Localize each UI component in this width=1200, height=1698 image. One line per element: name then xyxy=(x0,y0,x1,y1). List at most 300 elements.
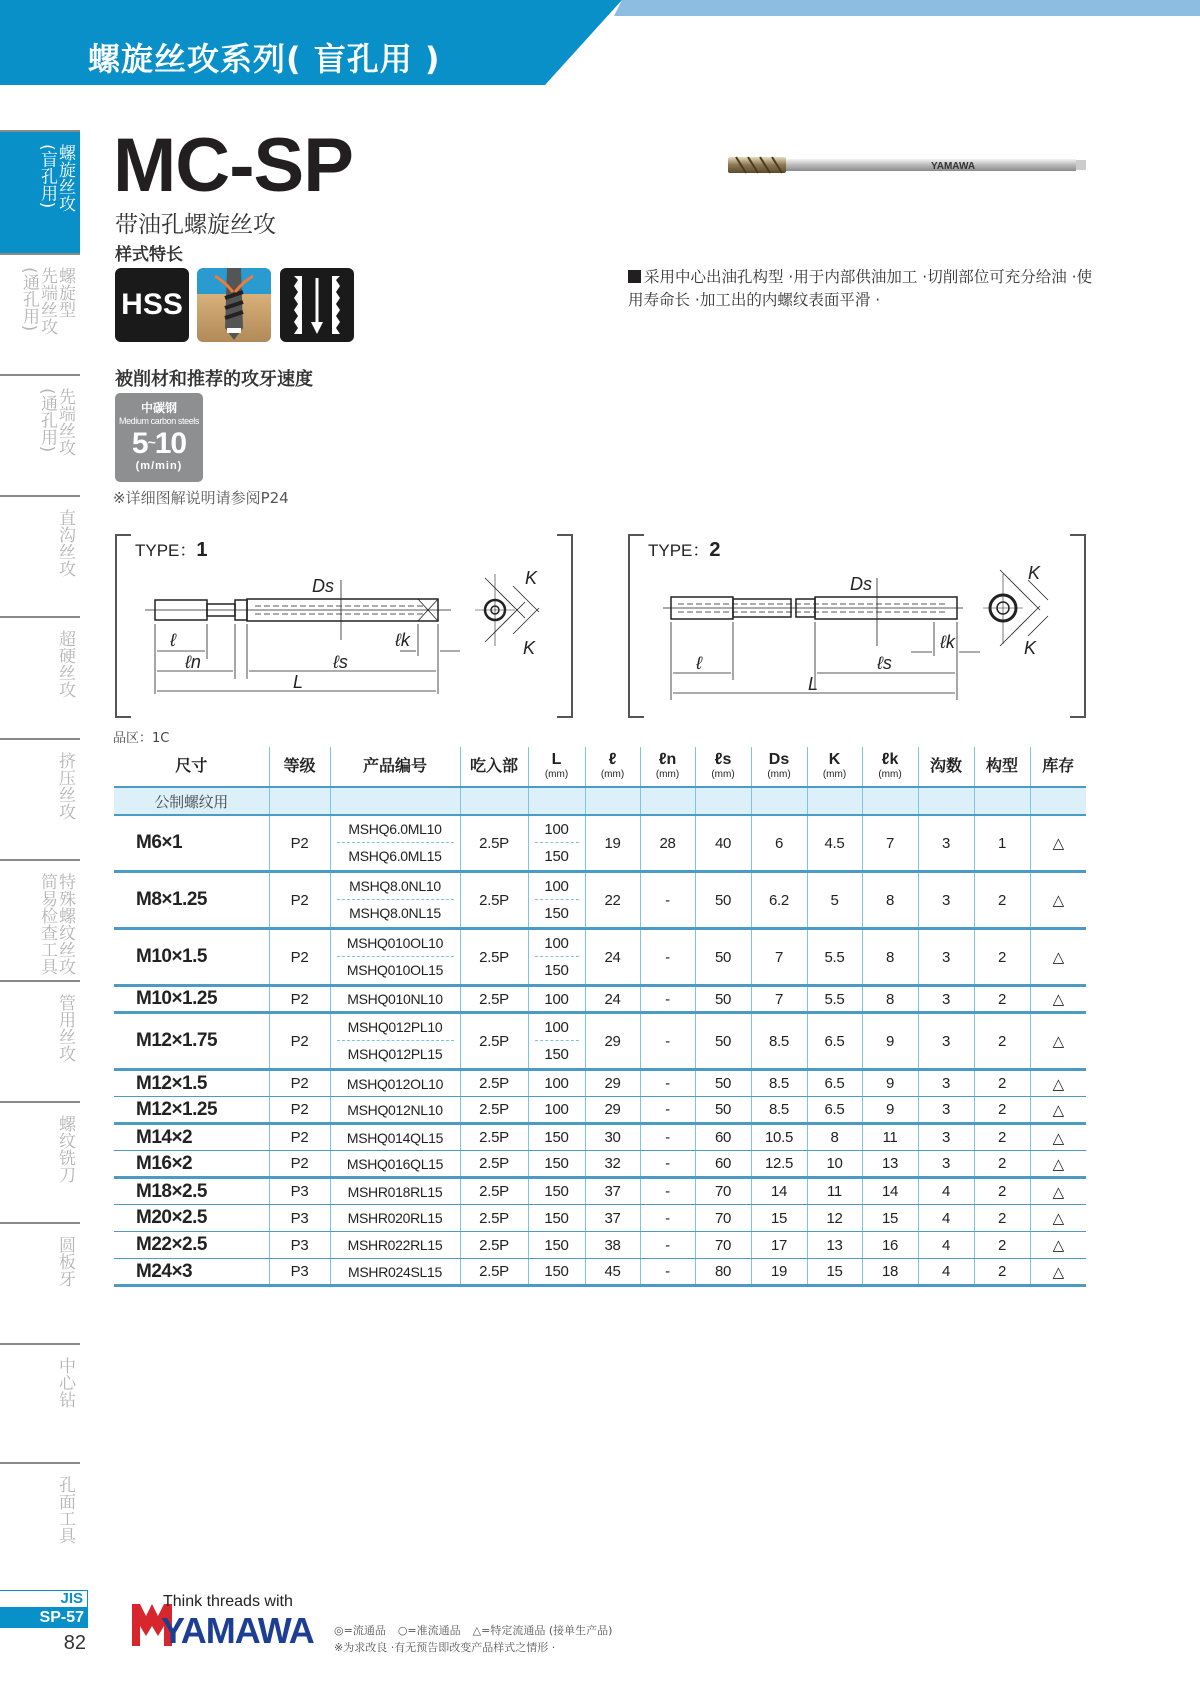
table-header xyxy=(114,747,1086,787)
cell-l: 22 xyxy=(585,872,640,929)
cell-Ds: 8.5 xyxy=(751,1013,807,1070)
cell-type: 2 xyxy=(974,1013,1030,1070)
header-strip xyxy=(600,0,1200,16)
cell-grade: P2 xyxy=(269,1070,330,1097)
table-row xyxy=(114,815,1086,872)
length-value: 150 xyxy=(544,1155,569,1172)
standard-label: JIS xyxy=(0,1590,88,1608)
cell-ls: 50 xyxy=(695,929,751,986)
column-header xyxy=(862,747,918,787)
column-header-label: ℓ xyxy=(608,750,617,768)
sidebar-item-line: 管用丝攻 xyxy=(55,994,75,1062)
length-value: 100 xyxy=(544,1101,569,1118)
sidebar-item-line: (盲孔用) xyxy=(37,144,57,209)
column-header-label: ℓs xyxy=(714,750,732,768)
cell-ls: 50 xyxy=(695,986,751,1013)
cell-L xyxy=(528,815,585,872)
column-header xyxy=(1030,747,1086,787)
cell-type: 2 xyxy=(974,1070,1030,1097)
cell-stock: △ xyxy=(1030,1070,1086,1097)
sidebar-item[interactable] xyxy=(0,1222,80,1343)
label-L: L xyxy=(808,674,819,694)
sidebar-item-line: 先端丝攻 xyxy=(55,388,75,456)
sidebar-item-line: 先端丝攻 xyxy=(37,267,57,335)
cell-l: 37 xyxy=(585,1205,640,1232)
sidebar-item-line: 中心钻 xyxy=(55,1357,75,1408)
product-table xyxy=(114,747,1086,1287)
cell-size: M20×2.5 xyxy=(114,1205,269,1232)
cell-ls: 50 xyxy=(695,1097,751,1124)
sidebar-item[interactable] xyxy=(0,738,80,859)
cell-lk: 9 xyxy=(862,1013,918,1070)
cell-codes xyxy=(330,1151,460,1178)
legend-item: △=特定流通品 (接单生产品) xyxy=(472,1624,613,1637)
cell-codes xyxy=(330,1205,460,1232)
column-header xyxy=(640,747,695,787)
hss-icon: HSS xyxy=(115,268,189,342)
cell-grade: P2 xyxy=(269,872,330,929)
column-unit: (mm) xyxy=(878,768,902,780)
section-label: 公制螺纹用 xyxy=(114,787,269,815)
cell-size: M22×2.5 xyxy=(114,1232,269,1259)
cell-lk: 11 xyxy=(862,1124,918,1151)
speed-max: 10 xyxy=(154,427,187,460)
column-header xyxy=(974,747,1030,787)
cell-L xyxy=(528,1013,585,1070)
cell-grade: P2 xyxy=(269,1151,330,1178)
cell-l: 29 xyxy=(585,1070,640,1097)
column-header xyxy=(330,747,460,787)
length-value: 150 xyxy=(544,1046,569,1063)
cell-ln: - xyxy=(640,1013,695,1070)
cell-grade: P3 xyxy=(269,1205,330,1232)
cell-codes xyxy=(330,1013,460,1070)
cell-chamfer: 2.5P xyxy=(460,1151,528,1178)
cell-chamfer: 2.5P xyxy=(460,815,528,872)
cell-ls: 50 xyxy=(695,1070,751,1097)
label-Ds: Ds xyxy=(312,576,334,596)
cell-ln: - xyxy=(640,1070,695,1097)
product-code: MSHQ010NL10 xyxy=(347,991,443,1007)
cell-L xyxy=(528,929,585,986)
cell-type: 2 xyxy=(974,1259,1030,1286)
sidebar-item-line: 孔面工具 xyxy=(55,1476,75,1544)
cell-type: 2 xyxy=(974,1097,1030,1124)
length-value: 150 xyxy=(544,1183,569,1200)
sidebar-item[interactable] xyxy=(0,495,80,616)
cell-stock: △ xyxy=(1030,1259,1086,1286)
cell-Ds: 6.2 xyxy=(751,872,807,929)
length-value: 100 xyxy=(544,990,569,1008)
cell-flutes: 4 xyxy=(918,1178,974,1205)
cell-chamfer: 2.5P xyxy=(460,929,528,986)
material-cn: 中碳钢 xyxy=(140,401,177,415)
type-2-drawing xyxy=(628,534,1086,718)
cell-flutes: 3 xyxy=(918,1013,974,1070)
product-subtitle: 带油孔螺旋丝攻 xyxy=(115,212,276,238)
cell-lk: 7 xyxy=(862,815,918,872)
cell-ln: 28 xyxy=(640,815,695,872)
column-header-label: 吃入部 xyxy=(469,758,518,775)
length-value: 150 xyxy=(544,905,569,922)
product-code: MSHQ016QL15 xyxy=(346,1155,444,1172)
cell-lk: 13 xyxy=(862,1151,918,1178)
cell-Ds: 12.5 xyxy=(751,1151,807,1178)
cell-L xyxy=(528,1124,585,1151)
sidebar-item-line: 螺旋型 xyxy=(55,267,75,318)
sidebar-item[interactable] xyxy=(0,1462,80,1582)
column-header-label: 沟数 xyxy=(929,758,962,775)
cell-ln: - xyxy=(640,1205,695,1232)
label-lk: ℓk xyxy=(395,630,410,650)
cell-grade: P3 xyxy=(269,1178,330,1205)
section-code: SP-57 xyxy=(0,1608,88,1628)
length-value: 100 xyxy=(535,816,579,843)
cell-size: M18×2.5 xyxy=(114,1178,269,1205)
cell-ls: 80 xyxy=(695,1259,751,1286)
cell-size: M16×2 xyxy=(114,1151,269,1178)
column-header-label: 库存 xyxy=(1042,758,1075,775)
cell-size: M12×1.25 xyxy=(114,1097,269,1124)
cell-L xyxy=(528,1097,585,1124)
cell-K: 13 xyxy=(807,1232,862,1259)
cell-size: M24×3 xyxy=(114,1259,269,1286)
product-code: MSHR020RL15 xyxy=(347,1210,443,1226)
cell-flutes: 3 xyxy=(918,872,974,929)
product-model: MC-SP xyxy=(113,123,353,208)
cell-ls: 70 xyxy=(695,1178,751,1205)
disclaimer: ※为求改良 ·有无预告即改变产品样式之情形 · xyxy=(334,1641,556,1654)
speed-unit: (m/min) xyxy=(135,460,183,472)
column-header xyxy=(751,747,807,787)
product-code: MSHQ010OL10 xyxy=(337,930,454,957)
cell-l: 24 xyxy=(585,929,640,986)
legend-item: ◎=流通品 xyxy=(334,1624,386,1637)
column-header-label: 产品编号 xyxy=(362,758,427,775)
cell-stock: △ xyxy=(1030,872,1086,929)
product-code: MSHR022RL15 xyxy=(347,1237,443,1253)
table-row xyxy=(114,1151,1086,1178)
cell-K: 4.5 xyxy=(807,815,862,872)
cell-Ds: 14 xyxy=(751,1178,807,1205)
cell-flutes: 4 xyxy=(918,1259,974,1286)
cell-codes xyxy=(330,1070,460,1097)
product-code: MSHQ012PL15 xyxy=(347,1046,443,1062)
column-header-label: Ds xyxy=(768,750,790,768)
cell-K: 6.5 xyxy=(807,1070,862,1097)
column-header-label: 尺寸 xyxy=(175,758,208,775)
category-label: 品区：1C xyxy=(113,731,170,746)
label-L: L xyxy=(293,672,304,692)
column-header xyxy=(269,747,330,787)
cell-grade: P3 xyxy=(269,1232,330,1259)
cell-K: 5.5 xyxy=(807,929,862,986)
column-unit: (mm) xyxy=(600,768,625,780)
cell-grade: P2 xyxy=(269,1124,330,1151)
cell-ln: - xyxy=(640,986,695,1013)
cell-L xyxy=(528,1151,585,1178)
sidebar-item-label xyxy=(56,752,74,859)
cell-ls: 50 xyxy=(695,1013,751,1070)
cell-lk: 14 xyxy=(862,1178,918,1205)
cell-flutes: 4 xyxy=(918,1232,974,1259)
speed-badge xyxy=(115,393,203,482)
cell-flutes: 3 xyxy=(918,1097,974,1124)
cell-type: 2 xyxy=(974,1124,1030,1151)
table-row xyxy=(114,1097,1086,1124)
cell-stock: △ xyxy=(1030,1013,1086,1070)
cell-grade: P2 xyxy=(269,815,330,872)
diagram-type-1 xyxy=(115,534,573,718)
cell-flutes: 4 xyxy=(918,1205,974,1232)
cell-codes xyxy=(330,1124,460,1151)
sidebar-item-label xyxy=(38,144,74,253)
length-value: 100 xyxy=(535,930,579,957)
cell-flutes: 3 xyxy=(918,815,974,872)
cell-ln: - xyxy=(640,1097,695,1124)
cell-ln: - xyxy=(640,1178,695,1205)
cell-K: 8 xyxy=(807,1124,862,1151)
label-ls: ℓs xyxy=(333,652,348,672)
sidebar-item[interactable] xyxy=(0,980,80,1101)
sidebar-item-line: 超硬丝攻 xyxy=(55,630,75,698)
sidebar-item-line: 螺旋丝攻 xyxy=(55,144,75,212)
product-code: MSHQ012PL10 xyxy=(337,1014,454,1041)
cell-chamfer: 2.5P xyxy=(460,986,528,1013)
diagram-type-2 xyxy=(628,534,1086,718)
spiral-flute-icon xyxy=(280,268,354,342)
cell-L xyxy=(528,986,585,1013)
cell-size: M10×1.25 xyxy=(114,986,269,1013)
length-value: 100 xyxy=(535,1014,579,1041)
cell-L xyxy=(528,1232,585,1259)
column-header-label: 构型 xyxy=(985,758,1018,775)
sidebar-item-label xyxy=(56,1236,74,1343)
sidebar-item-line: 特殊螺纹丝攻 xyxy=(55,873,75,975)
cell-stock: △ xyxy=(1030,929,1086,986)
sidebar-item-line: 挤压丝攻 xyxy=(55,752,75,820)
table-row xyxy=(114,1013,1086,1070)
cell-Ds: 7 xyxy=(751,929,807,986)
cell-chamfer: 2.5P xyxy=(460,1013,528,1070)
type-label-text: TYPE： xyxy=(135,541,197,560)
cell-codes xyxy=(330,872,460,929)
cell-size: M14×2 xyxy=(114,1124,269,1151)
length-value: 150 xyxy=(544,1129,569,1146)
cell-codes xyxy=(330,986,460,1013)
features-label: 样式特长 xyxy=(115,245,183,265)
product-code: MSHR024SL15 xyxy=(348,1263,442,1280)
speed-min: 5 xyxy=(131,427,148,460)
cell-ls: 70 xyxy=(695,1205,751,1232)
sidebar-item-label xyxy=(56,994,74,1101)
tap-brand: YAMAWA xyxy=(931,161,976,172)
cell-K: 10 xyxy=(807,1151,862,1178)
cell-K: 15 xyxy=(807,1259,862,1286)
reference-note: ※详细图解说明请参阅P24 xyxy=(113,489,289,507)
cell-l: 24 xyxy=(585,986,640,1013)
column-unit: (mm) xyxy=(711,768,735,780)
cell-size: M6×1 xyxy=(114,815,269,872)
cell-codes xyxy=(330,1178,460,1205)
cell-K: 6.5 xyxy=(807,1013,862,1070)
cell-flutes: 3 xyxy=(918,986,974,1013)
product-code: MSHQ8.0NL10 xyxy=(337,873,454,900)
cell-l: 37 xyxy=(585,1178,640,1205)
section-row xyxy=(114,787,1086,815)
cell-chamfer: 2.5P xyxy=(460,872,528,929)
cell-L xyxy=(528,872,585,929)
length-value: 150 xyxy=(544,1209,569,1227)
cell-stock: △ xyxy=(1030,1124,1086,1151)
sidebar-item-line: 直沟丝攻 xyxy=(55,509,75,577)
cell-Ds: 6 xyxy=(751,815,807,872)
column-header xyxy=(114,747,269,787)
cell-L xyxy=(528,1205,585,1232)
cell-lk: 8 xyxy=(862,872,918,929)
sidebar-item-line: (通孔用) xyxy=(19,267,39,332)
product-code: MSHQ014QL15 xyxy=(346,1129,444,1146)
table-row xyxy=(114,929,1086,986)
sidebar-item[interactable] xyxy=(0,253,80,374)
length-value: 150 xyxy=(544,1263,569,1280)
legend-item: ○=准流通品 xyxy=(397,1624,461,1637)
label-l: ℓ xyxy=(170,630,176,650)
cell-K: 5.5 xyxy=(807,986,862,1013)
label-lk: ℓk xyxy=(940,632,955,652)
cell-ln: - xyxy=(640,872,695,929)
length-value: 150 xyxy=(544,1236,569,1254)
label-K-bottom: K xyxy=(523,638,536,658)
sidebar-item[interactable] xyxy=(0,1101,80,1222)
cell-lk: 15 xyxy=(862,1205,918,1232)
cell-ln: - xyxy=(640,1124,695,1151)
length-value: 100 xyxy=(535,873,579,900)
product-code: MSHQ012OL10 xyxy=(346,1075,444,1092)
stock-legend xyxy=(334,1622,624,1656)
column-header xyxy=(460,747,528,787)
cell-ln: - xyxy=(640,929,695,986)
cell-l: 30 xyxy=(585,1124,640,1151)
length-value: 150 xyxy=(544,962,569,979)
cell-l: 29 xyxy=(585,1013,640,1070)
product-code: MSHR018RL15 xyxy=(347,1183,443,1200)
sidebar-item-label xyxy=(38,388,74,495)
cell-stock: △ xyxy=(1030,1178,1086,1205)
column-header xyxy=(695,747,751,787)
cell-ln: - xyxy=(640,1151,695,1178)
cell-K: 5 xyxy=(807,872,862,929)
cell-chamfer: 2.5P xyxy=(460,1070,528,1097)
cell-Ds: 19 xyxy=(751,1259,807,1286)
sidebar-item[interactable] xyxy=(0,130,80,253)
cell-stock: △ xyxy=(1030,815,1086,872)
cell-type: 2 xyxy=(974,1178,1030,1205)
cell-l: 38 xyxy=(585,1232,640,1259)
cell-type: 2 xyxy=(974,1151,1030,1178)
cell-ls: 60 xyxy=(695,1124,751,1151)
cell-chamfer: 2.5P xyxy=(460,1232,528,1259)
cell-ls: 70 xyxy=(695,1232,751,1259)
cell-stock: △ xyxy=(1030,986,1086,1013)
cell-grade: P3 xyxy=(269,1259,330,1286)
column-unit: (mm) xyxy=(655,768,680,780)
cell-L xyxy=(528,1178,585,1205)
column-unit: (mm) xyxy=(822,768,847,780)
cell-flutes: 3 xyxy=(918,1124,974,1151)
table-row xyxy=(114,872,1086,929)
label-K-top: K xyxy=(1028,563,1041,583)
product-code: MSHQ010OL15 xyxy=(346,962,444,978)
cell-Ds: 8.5 xyxy=(751,1070,807,1097)
cell-size: M12×1.75 xyxy=(114,1013,269,1070)
logo-brand: YAMAWA xyxy=(161,1610,314,1651)
cell-grade: P2 xyxy=(269,1097,330,1124)
label-ln: ℓn xyxy=(185,652,201,672)
length-value: 150 xyxy=(544,848,569,865)
table-row xyxy=(114,1205,1086,1232)
sidebar-item[interactable] xyxy=(0,1343,80,1462)
cell-size: M12×1.5 xyxy=(114,1070,269,1097)
cell-codes xyxy=(330,929,460,986)
cell-stock: △ xyxy=(1030,1097,1086,1124)
cell-Ds: 10.5 xyxy=(751,1124,807,1151)
column-header-label: K xyxy=(828,750,841,768)
column-unit: (mm) xyxy=(544,768,569,780)
cell-size: M8×1.25 xyxy=(114,872,269,929)
cell-Ds: 15 xyxy=(751,1205,807,1232)
sidebar-item-label xyxy=(20,267,74,374)
cell-l: 29 xyxy=(585,1097,640,1124)
product-description xyxy=(628,266,1098,312)
type-1-drawing xyxy=(115,534,573,718)
cell-ls: 40 xyxy=(695,815,751,872)
length-value: 100 xyxy=(544,1075,569,1092)
column-header-label: ℓn xyxy=(658,750,677,768)
cell-ls: 50 xyxy=(695,872,751,929)
cell-type: 1 xyxy=(974,815,1030,872)
sidebar-item[interactable] xyxy=(0,374,80,495)
cell-L xyxy=(528,1259,585,1286)
cell-chamfer: 2.5P xyxy=(460,1097,528,1124)
cell-chamfer: 2.5P xyxy=(460,1259,528,1286)
cell-type: 2 xyxy=(974,1205,1030,1232)
column-unit: (mm) xyxy=(767,768,791,780)
cell-lk: 8 xyxy=(862,929,918,986)
cell-K: 11 xyxy=(807,1178,862,1205)
sidebar-item-label xyxy=(56,509,74,616)
column-header xyxy=(585,747,640,787)
table-row xyxy=(114,1070,1086,1097)
table-row xyxy=(114,1232,1086,1259)
product-code: MSHQ6.0ML15 xyxy=(348,848,442,864)
cell-flutes: 3 xyxy=(918,1070,974,1097)
description-text: 采用中心出油孔构型 ·用于内部供油加工 ·切削部位可充分给油 ·使用寿命长 ·加工出的内螺纹表面平滑 · xyxy=(628,268,1093,309)
sidebar-item-label xyxy=(56,1115,74,1222)
label-Ds: Ds xyxy=(850,574,872,594)
cell-lk: 18 xyxy=(862,1259,918,1286)
speed-heading: 被削材和推荐的攻牙速度 xyxy=(115,369,313,390)
sidebar-item[interactable] xyxy=(0,859,80,980)
cell-stock: △ xyxy=(1030,1205,1086,1232)
table-row xyxy=(114,1259,1086,1286)
product-code: MSHQ8.0NL15 xyxy=(349,905,441,921)
table-row xyxy=(114,1178,1086,1205)
sidebar-item[interactable] xyxy=(0,616,80,738)
cell-type: 2 xyxy=(974,1232,1030,1259)
type-number: 1 xyxy=(196,539,208,561)
column-header-label: ℓk xyxy=(881,750,899,768)
